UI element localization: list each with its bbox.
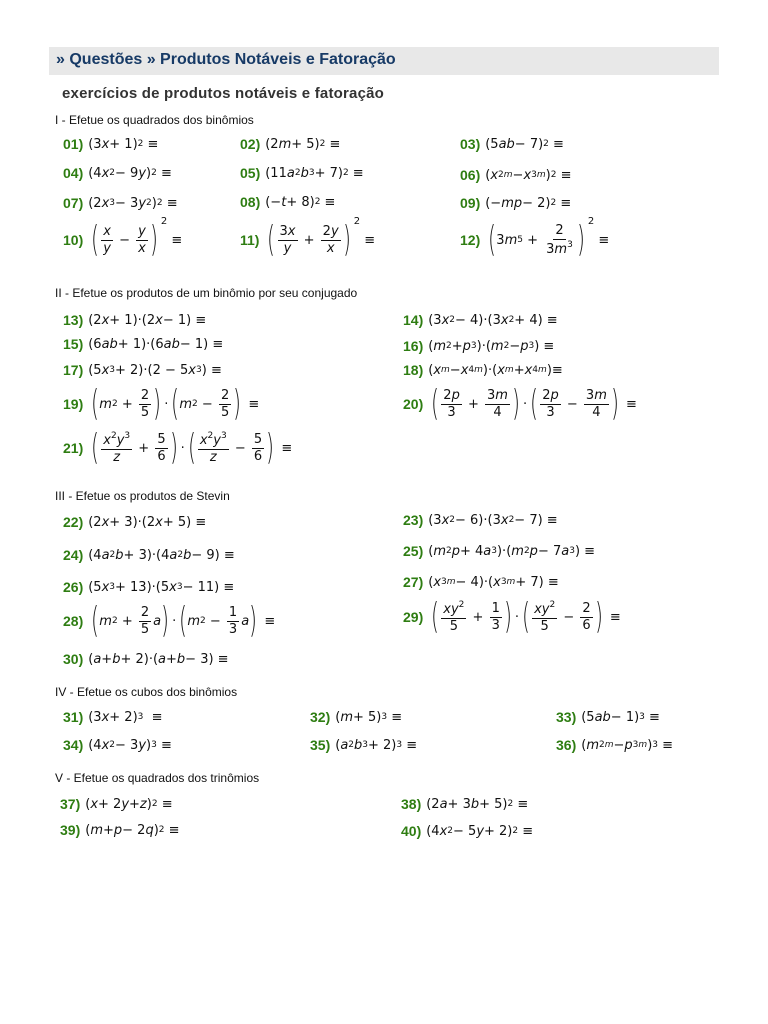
math-expression: ( 3 m 5 + $\frac{2}{3m^3}$ ) 2 ≡ [488, 216, 610, 260]
exercise-number: 01) [63, 136, 84, 152]
exercise-number: 35) [310, 737, 331, 753]
exercise-item [63, 709, 163, 725]
exercise-number: 30) [63, 651, 84, 667]
exercise-item [401, 823, 533, 839]
exercise-item [63, 216, 183, 260]
exercise-number: 16) [403, 338, 424, 354]
exercise-number: 23) [403, 512, 424, 528]
math-expression: ( m 2 + $\frac{2}{5}$ ) · ( m 2 − $\frac{2}{5}$ ) ≡ [91, 383, 260, 424]
exercise-number: 14) [403, 312, 424, 328]
exercise-item [63, 136, 158, 152]
math-expression: ( a 2 b 3 + 2) 3 ≡ [335, 737, 418, 753]
math-expression: ( a + b + 2)·( a + b − 3) ≡ [88, 651, 229, 667]
exercise-number: 19) [63, 396, 84, 412]
math-expression: (4 x 2 − 5 y + 2) 2 ≡ [426, 823, 534, 839]
math-expression: (− t + 8) 2 ≡ [265, 194, 336, 210]
exercise-number: 27) [403, 574, 424, 590]
math-expression: (2 x + 1)·(2 x − 1) ≡ [88, 312, 207, 328]
math-expression: ( $\frac{x}{y}$ − $\frac{y}{x}$ ) 2 ≡ [91, 216, 183, 260]
math-expression: ( m 2 p + 4 a 3 )·( m 2 p − 7 a 3 ) ≡ [428, 543, 596, 559]
exercise-item [403, 596, 621, 637]
math-expression: (2 x + 3)·(2 x + 5) ≡ [88, 514, 207, 530]
math-expression: (11 a 2 b 3 + 7) 2 ≡ [265, 165, 364, 181]
exercise-number: 02) [240, 136, 261, 152]
exercise-item [240, 136, 340, 152]
exercise-number: 22) [63, 514, 84, 530]
exercise-item [63, 737, 172, 753]
exercise-item [63, 336, 223, 352]
exercise-number: 28) [63, 613, 84, 629]
exercise-item [240, 165, 364, 181]
page-title[interactable]: » Questões » Produtos Notáveis e Fatoração [56, 51, 396, 68]
math-expression: ( x 3m − 4)·( x 3m + 7) ≡ [428, 574, 559, 590]
exercise-number: 13) [63, 312, 84, 328]
exercise-number: 09) [460, 195, 481, 211]
exercise-item [60, 822, 180, 838]
exercise-item [403, 512, 558, 528]
math-expression: (3 x + 2) 3 ≡ [88, 709, 163, 725]
exercise-number: 33) [556, 709, 577, 725]
exercise-number: 04) [63, 165, 84, 181]
exercise-number: 11) [240, 232, 260, 248]
exercise-number: 21) [63, 440, 84, 456]
math-expression: (3 x 2 − 4)·(3 x 2 + 4) ≡ [428, 312, 558, 328]
exercise-item [310, 737, 417, 753]
exercise-item [63, 651, 229, 667]
math-expression: (4 x 2 − 3 y ) 3 ≡ [88, 737, 172, 753]
math-expression: (6 ab + 1)·(6 ab − 1) ≡ [88, 336, 224, 352]
exercise-number: 20) [403, 396, 424, 412]
exercise-number: 06) [460, 167, 481, 183]
page-subtitle: exercícios de produtos notáveis e fatoração [62, 85, 385, 102]
exercise-number: 37) [60, 796, 81, 812]
section-heading: IV - Efetue os cubos dos binômios [55, 685, 238, 699]
section-heading: III - Efetue os produtos de Stevin [55, 489, 230, 503]
exercise-item [310, 709, 402, 725]
exercise-number: 03) [460, 136, 481, 152]
exercise-number: 17) [63, 362, 84, 378]
section-heading: I - Efetue os quadrados dos binômios [55, 113, 254, 127]
exercise-item [403, 543, 595, 559]
exercise-number: 36) [556, 737, 577, 753]
math-expression: ( m 2m − p 3m ) 3 ≡ [581, 737, 674, 753]
math-expression: ( x + 2 y + z ) 2 ≡ [85, 796, 173, 812]
exercise-item [60, 796, 173, 812]
exercise-item [403, 362, 563, 378]
exercise-item [403, 574, 559, 590]
exercise-number: 15) [63, 336, 84, 352]
math-expression: ( x m − x 4m )·( x m + x 4m )≡ [428, 362, 563, 378]
exercise-item [401, 796, 528, 812]
section-heading: II - Efetue os produtos de um binômio por seu conjugado [55, 286, 358, 300]
exercise-item [63, 579, 234, 595]
page-header [49, 47, 719, 75]
exercise-item [556, 709, 660, 725]
math-expression: (− mp − 2) 2 ≡ [485, 195, 572, 211]
section-heading: V - Efetue os quadrados dos trinômios [55, 771, 260, 785]
math-expression: (5 ab − 7) 2 ≡ [485, 136, 564, 152]
math-expression: (2 a + 3 b + 5) 2 ≡ [426, 796, 529, 812]
exercise-item [460, 195, 571, 211]
exercise-item [63, 362, 222, 378]
exercise-number: 07) [63, 195, 84, 211]
exercise-item [403, 338, 554, 354]
math-expression: (4 a 2 b + 3)·(4 a 2 b − 9) ≡ [88, 547, 235, 563]
exercise-number: 26) [63, 579, 84, 595]
math-expression: ( m 2 + $\frac{2}{5}$ a ) · ( m 2 − $\frac{1}{3}$ a ) ≡ [91, 600, 276, 641]
exercise-number: 34) [63, 737, 84, 753]
math-expression: (5 x 3 + 2)·(2 − 5 x 3 ) ≡ [88, 362, 222, 378]
math-expression: (4 x 2 − 9 y ) 2 ≡ [88, 165, 172, 181]
exercise-number: 39) [60, 822, 81, 838]
exercise-item [403, 383, 637, 424]
exercise-number: 38) [401, 796, 422, 812]
exercise-number: 12) [460, 232, 481, 248]
math-expression: ( $\frac{2p}{3}$ + $\frac{3m}{4}$ ) · ( $\frac{2p}{3}$ − $\frac{3m}{4}$ ) ≡ [431, 383, 637, 424]
math-expression: ( m 2 + p 3 )·( m 2 − p 3 ) ≡ [428, 338, 555, 354]
math-expression: (2 x 3 − 3 y 2 ) 2 ≡ [88, 195, 178, 211]
math-expression: (5 ab − 1) 3 ≡ [581, 709, 660, 725]
exercise-number: 25) [403, 543, 424, 559]
exercise-item [403, 312, 558, 328]
math-expression: (2 m + 5) 2 ≡ [265, 136, 341, 152]
exercise-number: 05) [240, 165, 261, 181]
exercise-item [63, 195, 178, 211]
exercise-number: 10) [63, 232, 84, 248]
exercise-item [460, 167, 572, 183]
exercise-item [63, 514, 206, 530]
math-expression: (3 x 2 − 6)·(3 x 2 − 7) ≡ [428, 512, 558, 528]
exercise-item [63, 312, 206, 328]
exercise-number: 08) [240, 194, 261, 210]
exercise-item [63, 600, 276, 641]
exercise-item [63, 165, 172, 181]
exercise-number: 31) [63, 709, 84, 725]
math-expression: ( x 2m − x 3m ) 2 ≡ [485, 167, 572, 183]
exercise-item [63, 547, 235, 563]
exercise-item [556, 737, 673, 753]
math-expression: ( $\frac{x^2y^3}{z}$ + $\frac{5}{6}$ ) · ( $\frac{x^2y^3}{z}$ − $\frac{5}{6}$ ) ≡ [91, 427, 293, 468]
math-expression: ( $\frac{3x}{y}$ + $\frac{2y}{x}$ ) 2 ≡ [267, 216, 376, 260]
math-expression: (5 x 3 + 13)·(5 x 3 − 11) ≡ [88, 579, 235, 595]
math-expression: ( $\frac{xy^2}{5}$ + $\frac{1}{3}$ ) · ( $\frac{xy^2}{5}$ − $\frac{2}{6}$ ) ≡ [431, 596, 621, 637]
exercise-number: 18) [403, 362, 424, 378]
exercise-item [240, 216, 376, 260]
exercise-number: 29) [403, 609, 424, 625]
exercise-item [240, 194, 335, 210]
math-expression: ( m + p − 2 q ) 2 ≡ [85, 822, 180, 838]
exercise-number: 32) [310, 709, 331, 725]
exercise-item [460, 136, 564, 152]
math-expression: (3 x + 1) 2 ≡ [88, 136, 159, 152]
exercise-number: 24) [63, 547, 84, 563]
math-expression: ( m + 5) 3 ≡ [335, 709, 403, 725]
exercise-number: 40) [401, 823, 422, 839]
exercise-item [63, 427, 293, 468]
exercise-item [63, 383, 260, 424]
exercise-item [460, 216, 610, 260]
